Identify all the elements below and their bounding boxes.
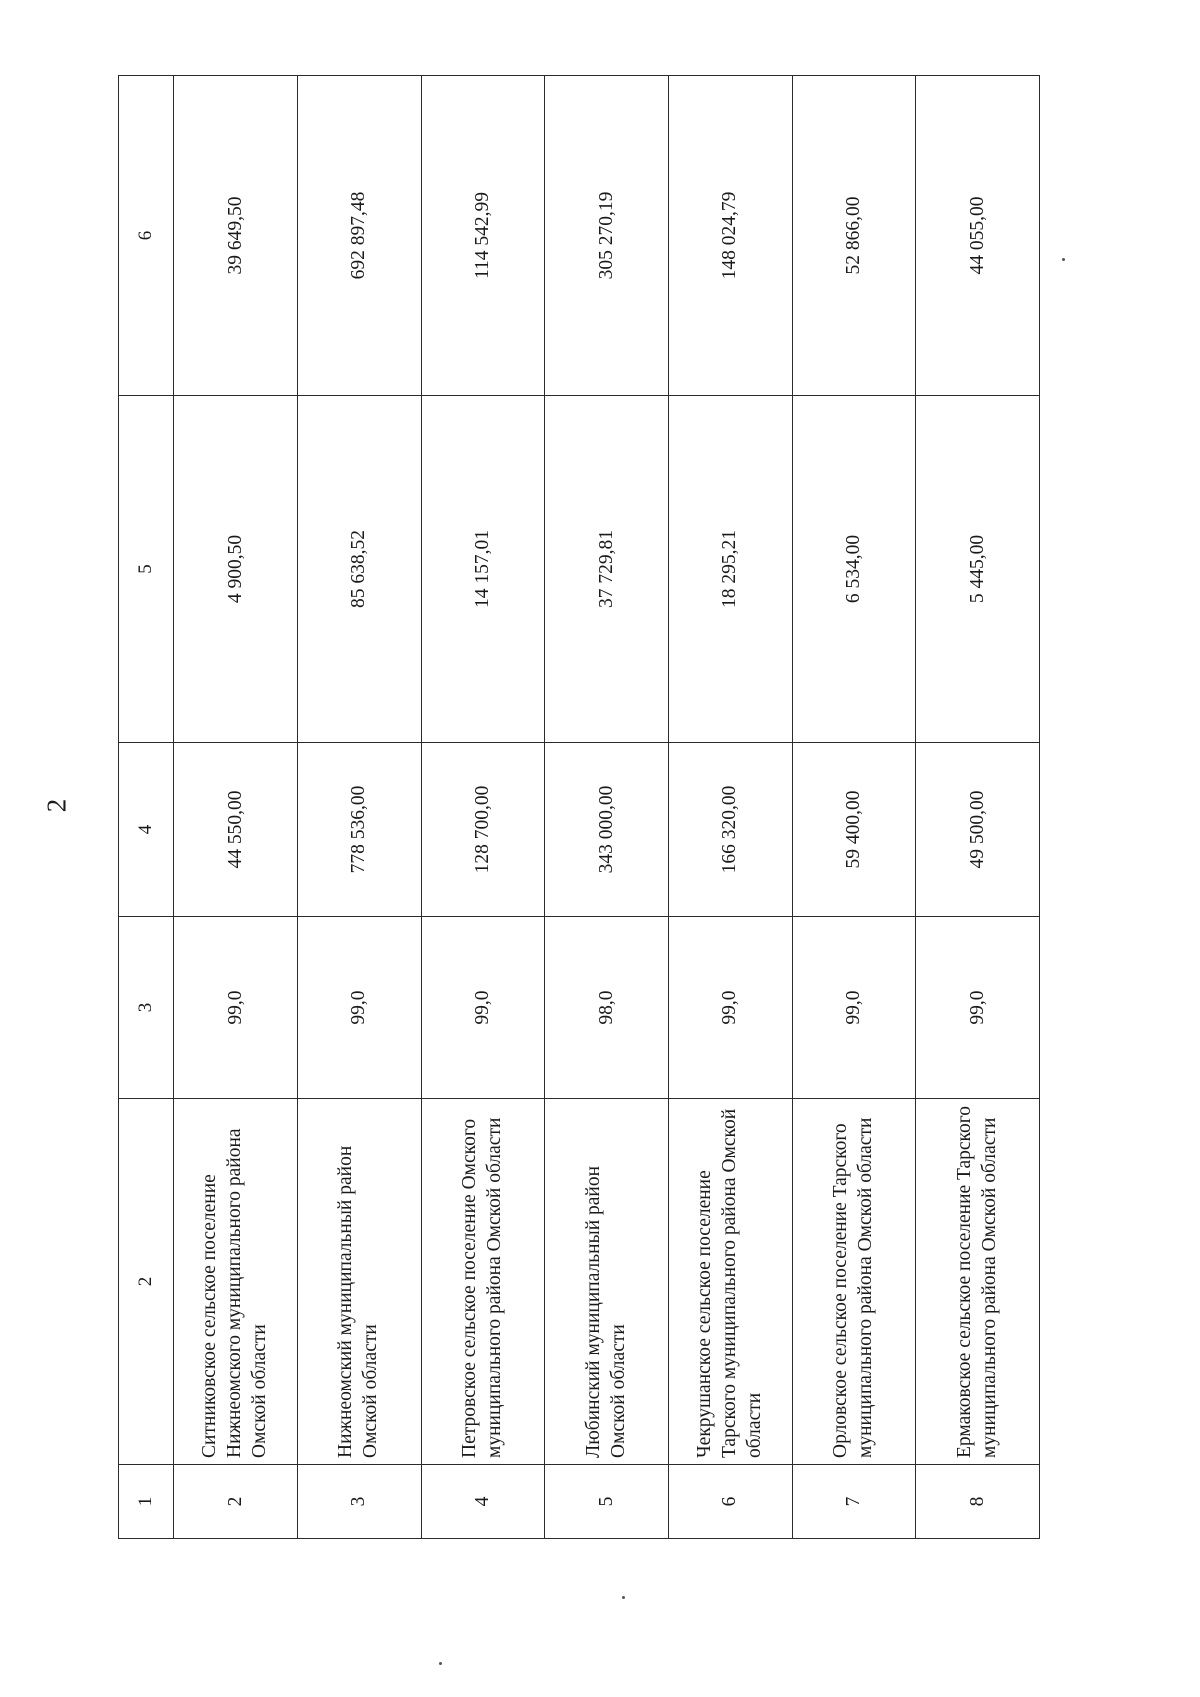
municipality-name: Ситниковское сельское поселение Нижнеомского муниципального района Омской области: [174, 1099, 298, 1465]
cell-col4: 128 700,00: [421, 743, 545, 917]
row-number: 6: [668, 1465, 792, 1539]
cell-col3: 99,0: [421, 917, 545, 1099]
cell-col3: 98,0: [545, 917, 669, 1099]
municipality-name: Ермаковское сельское поселение Тарского муниципального района Омской области: [916, 1099, 1040, 1465]
table-row: [792, 76, 916, 1539]
column-header: 6: [119, 76, 174, 396]
row-number: 4: [421, 1465, 545, 1539]
municipality-name: Петровское сельское поселение Омского муниципального района Омской области: [421, 1099, 545, 1465]
row-number: 7: [792, 1465, 916, 1539]
cell-col5: 6 534,00: [792, 396, 916, 743]
cell-col3: 99,0: [174, 917, 298, 1099]
cell-col3: 99,0: [916, 917, 1040, 1099]
table-row: [297, 76, 421, 1539]
cell-col5: 37 729,81: [545, 396, 669, 743]
scan-speck: [1062, 258, 1065, 261]
column-header: 2: [119, 1099, 174, 1465]
table-row: [174, 76, 298, 1539]
cell-col5: 4 900,50: [174, 396, 298, 743]
column-header: 4: [119, 743, 174, 917]
row-number: 3: [297, 1465, 421, 1539]
cell-col6: 114 542,99: [421, 76, 545, 396]
municipality-name: Чекрушанское сельское поселение Тарского муниципального района Омской области: [668, 1099, 792, 1465]
cell-col3: 99,0: [792, 917, 916, 1099]
table-row: [421, 76, 545, 1539]
column-header: 3: [119, 917, 174, 1099]
cell-col6: 52 866,00: [792, 76, 916, 396]
row-number: 8: [916, 1465, 1040, 1539]
page-number: 2: [41, 798, 72, 813]
row-number: 2: [174, 1465, 298, 1539]
scan-speck: [439, 1662, 442, 1665]
cell-col5: 5 445,00: [916, 396, 1040, 743]
municipality-name: Любинский муниципальный район Омской области: [545, 1099, 669, 1465]
data-table: [118, 75, 1040, 1539]
table-row: [916, 76, 1040, 1539]
municipality-name: Нижнеомский муниципальный район Омской области: [297, 1099, 421, 1465]
cell-col5: 14 157,01: [421, 396, 545, 743]
cell-col6: 148 024,79: [668, 76, 792, 396]
cell-col5: 18 295,21: [668, 396, 792, 743]
cell-col3: 99,0: [668, 917, 792, 1099]
cell-col3: 99,0: [297, 917, 421, 1099]
cell-col4: 59 400,00: [792, 743, 916, 917]
table-container: [118, 76, 1040, 1539]
cell-col4: 44 550,00: [174, 743, 298, 917]
column-header: 5: [119, 396, 174, 743]
cell-col6: 44 055,00: [916, 76, 1040, 396]
cell-col5: 85 638,52: [297, 396, 421, 743]
cell-col4: 343 000,00: [545, 743, 669, 917]
cell-col6: 305 270,19: [545, 76, 669, 396]
column-header: 1: [119, 1465, 174, 1539]
cell-col6: 692 897,48: [297, 76, 421, 396]
municipality-name: Орловское сельское поселение Тарского муниципального района Омской области: [792, 1099, 916, 1465]
table-header-row: [119, 76, 174, 1539]
cell-col4: 49 500,00: [916, 743, 1040, 917]
table-row: [545, 76, 669, 1539]
cell-col4: 166 320,00: [668, 743, 792, 917]
cell-col6: 39 649,50: [174, 76, 298, 396]
row-number: 5: [545, 1465, 669, 1539]
scan-speck: [622, 1596, 625, 1599]
cell-col4: 778 536,00: [297, 743, 421, 917]
table-row: [668, 76, 792, 1539]
